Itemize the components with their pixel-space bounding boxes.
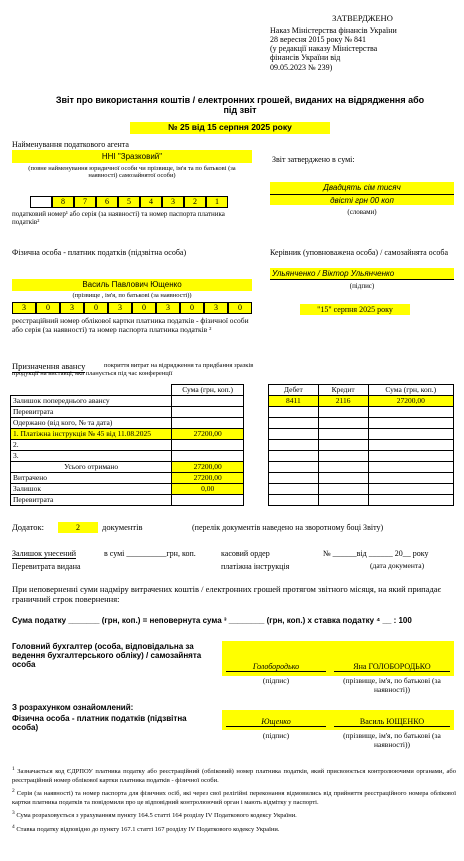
code-digit <box>30 196 52 208</box>
agent-name: ННІ "Зразковий" <box>12 150 252 163</box>
agent-code <box>30 196 250 208</box>
accounts-header: Кредит <box>318 385 368 396</box>
approved-amount-words: Двадцять сім тисяч <box>270 182 454 194</box>
deposit-sum: в сумі __________грн, коп. <box>104 549 196 558</box>
ledger-row-label: Витрачено <box>11 473 172 484</box>
table-row <box>11 418 244 429</box>
accounts-cell: 8411 <box>269 396 319 407</box>
ledger-row-label: 1. Платіжна інструкція № 45 від 11.08.2025 <box>11 429 172 440</box>
code-digit: 0 <box>132 302 156 314</box>
ledger-header-row <box>11 385 244 396</box>
accounts-header: Дебет <box>269 385 319 396</box>
code-digit: 0 <box>84 302 108 314</box>
approval-title: ЗАТВЕРДЖЕНО <box>332 13 393 23</box>
agent-code-note: податковий номер¹ або серія (за наявності) та номер паспорта платника податків² <box>12 210 225 227</box>
ledger-row-label: Усього отримано <box>11 462 172 473</box>
ledger-row-value <box>172 440 244 451</box>
attachment-suffix: документів <box>102 522 143 532</box>
accounts-cell: 27200,00 <box>368 396 453 407</box>
person-note: (прізвище , ім'я, по батькові (за наявності)) <box>72 292 192 299</box>
ledger-sum-header: Сума (грн, коп.) <box>172 385 244 396</box>
accountant-sig-note: (підпис) <box>262 676 290 685</box>
ledger-row-value <box>172 407 244 418</box>
report-title: Звіт про використання коштів / електронних грошей, виданих на відрядження або під звіт <box>55 95 425 116</box>
code-digit: 3 <box>60 302 84 314</box>
accounts-table <box>268 384 454 506</box>
attachment-count: 2 <box>58 522 98 533</box>
code-digit: 0 <box>228 302 252 314</box>
code-digit: 3 <box>108 302 132 314</box>
approval-line: (у редакції наказу Міністерства <box>270 44 378 54</box>
footnotes <box>12 766 456 834</box>
person-code <box>12 302 252 314</box>
table-row <box>11 484 244 495</box>
acquainted-signature: Ющенко <box>226 717 326 727</box>
accountant-label: Головний бухгалтер (особа, відповідальна за ведення бухгалтерського обліку) / самозайнята особа <box>12 642 202 670</box>
agent-note: (повне найменування юридичної особи чи прізвище, ім'я та по батькові (за наявності) самозайнятої особи) <box>28 165 236 180</box>
unreturned-text: При неповерненні суми надміру витрачених коштів / електронних грошей протягом звітного місяця, на який припадає граничний строк повернення: <box>12 584 442 604</box>
accounts-header-row <box>269 385 454 396</box>
approved-note: (словами) <box>347 208 377 216</box>
approval-line: фінансів України від <box>270 53 341 63</box>
table-row <box>11 396 244 407</box>
accountant-name: Яна ГОЛОБОРОДЬКО <box>334 662 450 672</box>
tax-formula: Сума податку _______ (грн, коп.) = неповернута сума ³ ________ (грн, коп.) х ставка податку ⁴ __ : 100 <box>12 616 412 625</box>
code-digit: 6 <box>96 196 118 208</box>
footnote: $^4$ Ставка податку відповідно до пункту 167.1 статті 167 розділу IV Податкового кодексу України. <box>12 823 280 833</box>
table-row <box>11 429 244 440</box>
approval-line: Наказ Міністерства фінансів України <box>270 25 397 35</box>
ledger-row-value <box>172 396 244 407</box>
ledger-row-label: 3. <box>11 451 172 462</box>
footnote: $^3$ Сума розраховується з урахуванням пункту 164.5 статті 164 розділу IV Податкового кодексу України. <box>12 810 297 820</box>
acquainted-sig-note: (підпис) <box>262 731 290 740</box>
report-number: № 25 від 15 серпня 2025 року <box>130 122 330 134</box>
approved-label: Звіт затверджено в сумі: <box>272 155 355 164</box>
table-row <box>11 407 244 418</box>
code-digit: 4 <box>140 196 162 208</box>
ledger-row-value: 0,00 <box>172 484 244 495</box>
deposit-overspend: Перевитрата видана <box>12 562 81 571</box>
attachment-note: (перелік документів наведено на зворотному боці Звіту) <box>192 523 384 532</box>
ledger-row-value: 27200,00 <box>172 429 244 440</box>
ledger-row-label: Одержано (від кого, № та дата) <box>11 418 172 429</box>
deposit-doc: касовий ордер <box>221 549 270 558</box>
acquainted-person-label: Фізична особа - платник податків (підзвітна особа) <box>12 714 187 733</box>
accounts-header: Сума (грн, коп.) <box>368 385 453 396</box>
code-digit: 5 <box>118 196 140 208</box>
attachment-label: Додаток: <box>12 522 45 532</box>
approved-amount-words: двісті грн 00 коп <box>270 194 454 205</box>
manager-sig-note: (підпис) <box>349 282 375 290</box>
approval-line: 28 вересня 2015 року № 841 <box>270 34 366 44</box>
ledger-row-label: Залишок попереднього авансу <box>11 396 172 407</box>
manager-signature: Ульянченко / Віктор Ульянченко <box>270 268 454 280</box>
code-digit: 0 <box>36 302 60 314</box>
table-row <box>11 451 244 462</box>
person-label: Фізична особа - платник податків (підзвітна особа) <box>12 248 187 257</box>
ledger-row-value: 27200,00 <box>172 473 244 484</box>
deposit-remainder: Залишок унесений <box>12 549 77 558</box>
code-digit: 7 <box>74 196 96 208</box>
code-digit: 3 <box>12 302 36 314</box>
acquainted-name: Василь ЮЩЕНКО <box>334 717 450 727</box>
ledger-row-label: Залишок <box>11 484 172 495</box>
code-digit: 3 <box>162 196 184 208</box>
ledger-row-label: Перевитрата <box>11 407 172 418</box>
approval-block <box>270 14 455 72</box>
table-row <box>11 440 244 451</box>
ledger-row-value: 27200,00 <box>172 462 244 473</box>
table-row <box>11 495 244 506</box>
purpose-text: покриття витрат на відрядження та придбання зразків продукції на виставці, яка планується під час конференції <box>12 362 254 378</box>
footnote: $^2$ Серія (за наявності) та номер паспорта для фізичних осіб, які через свої релігійні переконання відмовились від прийняття реєстраційного номера облікової картки платника податків та повідомили про це відповідний контролюючий орган і мають відмітку у паспорті. <box>12 788 457 806</box>
code-digit: 3 <box>156 302 180 314</box>
ledger-table <box>10 384 244 506</box>
table-row <box>11 462 244 473</box>
approval-line: 09.05.2023 № 239) <box>270 62 333 72</box>
purpose-label: Призначення авансу <box>12 361 86 371</box>
code-digit: 2 <box>184 196 206 208</box>
code-digit: 0 <box>180 302 204 314</box>
accountant-signature: Голобородько <box>226 662 326 672</box>
person-code-note: реєстраційний номер облікової картки платника податків - фізичної особи або серія (за наявності) та номер паспорта платника податків ² <box>12 316 249 334</box>
code-digit: 8 <box>52 196 74 208</box>
code-digit: 1 <box>206 196 228 208</box>
accountant-name-note: (прізвище, ім'я, по батькові (за наявності)) <box>343 676 441 694</box>
ledger-row-value <box>172 418 244 429</box>
acquainted-label: З розрахунком ознайомлений: <box>12 703 134 712</box>
table-row <box>11 473 244 484</box>
manager-label: Керівник (уповноважена особа) / самозайнята особа <box>270 248 449 257</box>
deposit-doc: платіжна інструкція <box>221 562 290 571</box>
table-row <box>269 396 454 407</box>
footnote: $^1$ Зазначається код ЄДРПОУ платника податку або реєстраційний (обліковий) номер платника податків, який присвоюється контролюючими органами, або реєстраційний номер облікової картки платника податків - фізичної особи. <box>12 766 456 784</box>
ledger-row-value <box>172 451 244 462</box>
deposit-date-note: (дата документа) <box>370 561 425 570</box>
acquainted-name-note: (прізвище, ім'я, по батькові (за наявності)) <box>343 731 441 749</box>
manager-date: "15" серпня 2025 року <box>300 304 410 315</box>
accounts-cell: 2116 <box>318 396 368 407</box>
ledger-row-label: Перевитрата <box>11 495 172 506</box>
ledger-row-value <box>172 495 244 506</box>
agent-label: Найменування податкового агента <box>12 140 129 149</box>
ledger-row-label: 2. <box>11 440 172 451</box>
person-name: Василь Павлович Ющенко <box>12 279 252 291</box>
deposit-number: № ______від ______ 20__ року <box>323 549 429 558</box>
code-digit: 3 <box>204 302 228 314</box>
